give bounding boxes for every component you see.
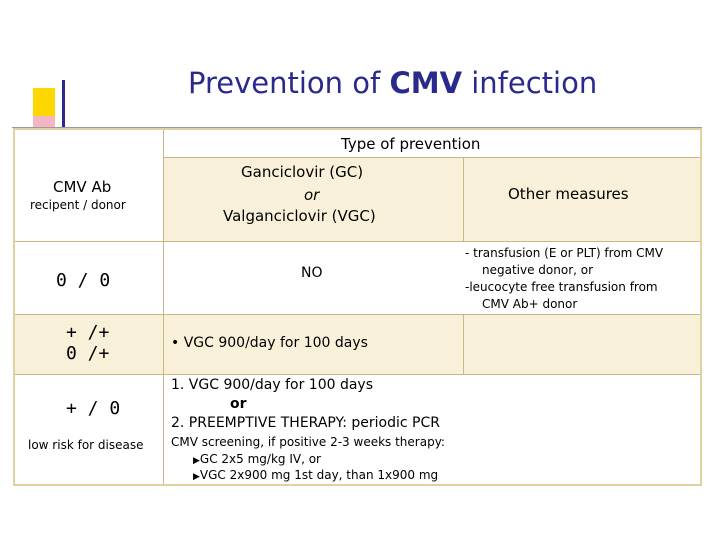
row3-gc-5-line bbox=[193, 468, 438, 482]
row3-gc-3: CMV screening, if positive 2-3 weeks therapy: bbox=[171, 435, 445, 449]
header-ganciclovir: Ganciclovir (GC) bbox=[241, 163, 364, 181]
table-frame bbox=[13, 128, 702, 486]
header-recipient-donor: recipent / donor bbox=[30, 198, 126, 212]
decorative-yellow-square bbox=[33, 88, 55, 116]
slide-title: Prevention of CMV infection bbox=[188, 66, 598, 100]
header-cmv-ab: CMV Ab bbox=[53, 178, 112, 196]
row1-other-2: negative donor, or bbox=[482, 263, 594, 277]
row1-status: 0 / 0 bbox=[56, 270, 111, 291]
row1-other-1: - transfusion (E or PLT) from CMV bbox=[465, 246, 664, 260]
prevention-table bbox=[13, 128, 702, 486]
row3-gc-5: VGC 2x900 mg 1st day, than 1x900 mg bbox=[199, 468, 439, 482]
decorative-blue-bar bbox=[62, 80, 65, 128]
row2-gc: • VGC 900/day for 100 days bbox=[171, 335, 368, 351]
row2-status-2: 0 /+ bbox=[66, 343, 110, 364]
header-other-measures: Other measures bbox=[508, 185, 629, 203]
bullet-arrow-icon: ▶ bbox=[193, 456, 200, 466]
row3-status: + / 0 bbox=[66, 398, 121, 419]
header-or: or bbox=[304, 186, 320, 204]
header-valganciclovir: Valganciclovir (VGC) bbox=[223, 207, 376, 225]
row1-gc: NO bbox=[301, 265, 323, 281]
row3-gc-2: 2. PREEMPTIVE THERAPY: periodic PCR bbox=[171, 415, 440, 431]
row1-other-4: CMV Ab+ donor bbox=[482, 297, 578, 311]
row3-gc-1: 1. VGC 900/day for 100 days bbox=[171, 377, 374, 393]
header-type-of-prevention: Type of prevention bbox=[341, 135, 481, 153]
row3-risk: low risk for disease bbox=[28, 438, 144, 452]
row1-other-3: -leucocyte free transfusion from bbox=[465, 280, 658, 294]
row2-status-1: + /+ bbox=[66, 322, 110, 343]
row3-gc-4-line bbox=[193, 452, 321, 466]
row3-gc-4: GC 2x5 mg/kg IV, or bbox=[199, 452, 321, 466]
bullet-arrow-icon: ▶ bbox=[193, 472, 200, 482]
row3-or: or bbox=[230, 396, 247, 412]
